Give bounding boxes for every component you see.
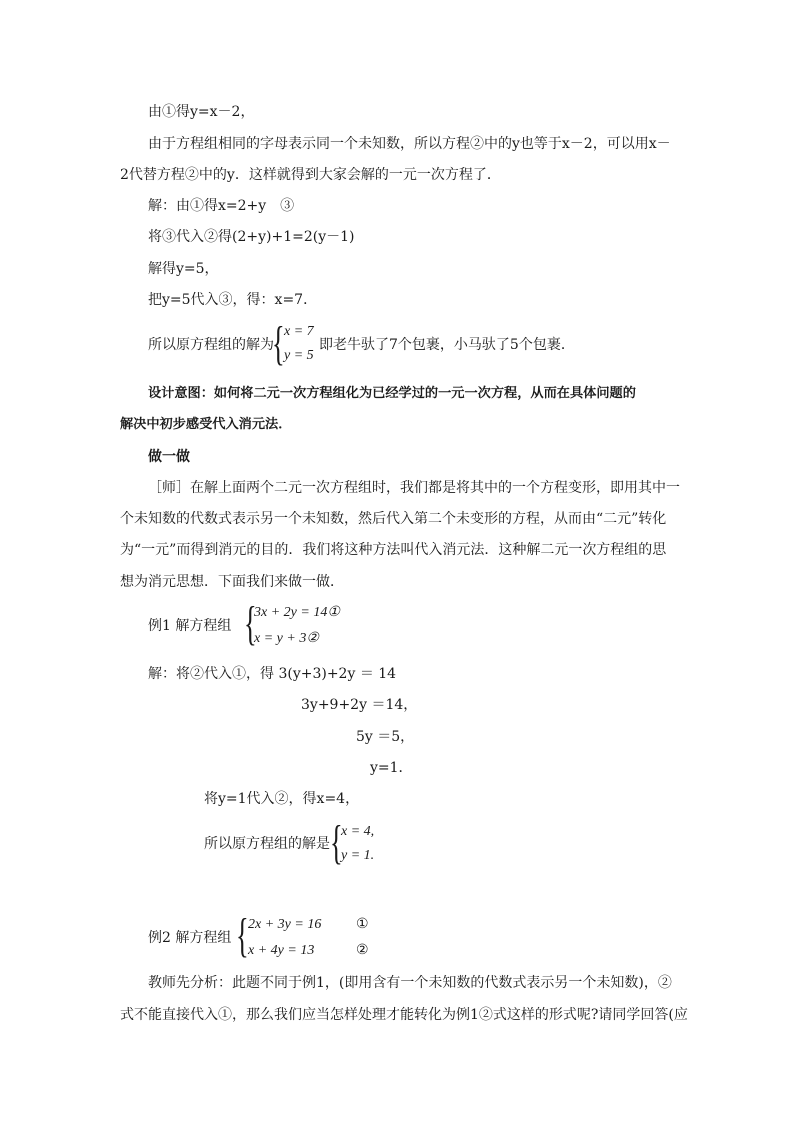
text-line: ［师］在解上面两个二元一次方程组时，我们都是将其中的一个方程变形，即用其中一 bbox=[148, 480, 680, 496]
text-line: 所以原方程组的解为 bbox=[148, 337, 274, 353]
section-heading: 做一做 bbox=[148, 449, 190, 465]
text-line: 为“一元”而得到消元的目的．我们将这种方法叫代入消元法．这种解二元一次方程组的思 bbox=[120, 542, 667, 558]
left-brace-icon: { bbox=[330, 816, 343, 869]
solution-step: 5y ＝5， bbox=[356, 729, 415, 745]
system-equation: 2x + 3y = 16 bbox=[248, 917, 322, 932]
system-equation: x = 4, bbox=[341, 824, 375, 839]
text-line: 把y=5代入③，得：x=7． bbox=[148, 292, 318, 308]
text-line: 个未知数的代数式表示另一个未知数，然后代入第二个未变形的方程，从而由“二元”转化 bbox=[120, 511, 667, 527]
system-equation: x + 4y = 13 bbox=[248, 943, 315, 958]
solution-step: 3y+9+2y ＝14， bbox=[301, 697, 418, 713]
text-line: 解：由①得x=2+y ③ bbox=[148, 198, 295, 214]
equation-number: ② bbox=[356, 943, 369, 958]
design-intent: 解决中初步感受代入消元法． bbox=[120, 417, 292, 432]
left-brace-icon: { bbox=[236, 909, 249, 962]
example-label: 例1 解方程组 bbox=[148, 618, 232, 634]
text-line: 将③代入②得(2+y)+1=2(y－1) bbox=[148, 229, 355, 245]
text-line: 想为消元思想．下面我们来做一做． bbox=[120, 574, 344, 590]
left-brace-icon: { bbox=[272, 317, 285, 370]
system-equation: x = y + 3② bbox=[254, 631, 319, 646]
text-line: 式不能直接代入①，那么我们应当怎样处理才能转化为例1②式这样的形式呢?请同学回答(应 bbox=[120, 1007, 688, 1023]
solution-step: 将y=1代入②，得x=4， bbox=[204, 791, 360, 807]
text-line: 即老牛驮了7个包裹，小马驮了5个包裹． bbox=[319, 337, 575, 353]
text-line: 由于方程组相同的字母表示同一个未知数，所以方程②中的y也等于x－2，可以用x－ bbox=[148, 136, 671, 152]
text-line: 2代替方程②中的y．这样就得到大家会解的一元一次方程了． bbox=[120, 167, 501, 183]
text-line: 所以原方程组的解是 bbox=[204, 836, 330, 852]
text-line: 由①得y=x－2， bbox=[148, 104, 255, 120]
design-intent: 设计意图：如何将二元一次方程组化为已经学过的一元一次方程，从而在具体问题的 bbox=[148, 386, 636, 401]
text-line: 教师先分析：此题不同于例1，(即用含有一个未知数的代数式表示另一个未知数)，② bbox=[148, 975, 672, 991]
system-equation: 3x + 2y = 14① bbox=[254, 605, 340, 620]
system-equation: y = 1. bbox=[341, 848, 375, 863]
equation-number: ① bbox=[356, 917, 369, 932]
system-equation: x = 7 bbox=[284, 324, 314, 339]
system-equation: y = 5 bbox=[284, 348, 314, 363]
left-brace-icon: { bbox=[244, 597, 257, 650]
example-label: 例2 解方程组 bbox=[148, 930, 232, 946]
solution-step: y=1． bbox=[370, 760, 413, 776]
solution-step: 解：将②代入①，得 3(y+3)+2y ＝ 14 bbox=[148, 666, 397, 682]
text-line: 解得y=5， bbox=[148, 261, 219, 277]
